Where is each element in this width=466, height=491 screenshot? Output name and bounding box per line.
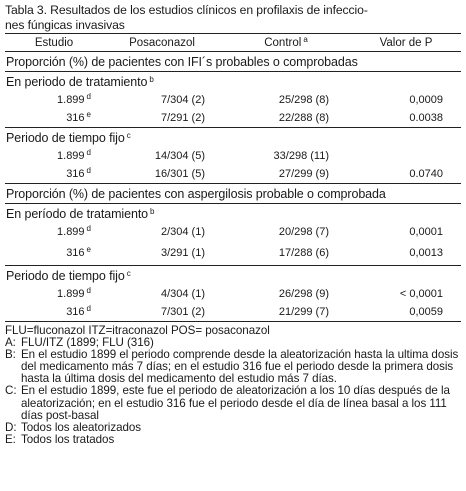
p-value-cell xyxy=(351,223,461,241)
group-label: En periodo de tratamiento xyxy=(6,74,148,89)
footnote-mark: c xyxy=(126,130,131,140)
posaconazol-cell xyxy=(103,109,221,128)
study-cell xyxy=(5,165,103,184)
footnote-mark: e xyxy=(86,245,91,254)
posaconazol-cell-text: 2/304 (1) xyxy=(160,226,205,238)
control-cell xyxy=(221,91,351,109)
posaconazol-cell-text: 7/301 (2) xyxy=(160,306,205,318)
group-heading xyxy=(5,72,461,92)
footnote-text: En el estudio 1899 el periodo comprende desde la aleatorización hasta la ultima dosis del medicamento más 7 días; en el estudio 316 fue el periodo desde la primera dosis hasta la última dosis del medicamento del estudio más 7 días. xyxy=(21,348,459,386)
group-heading-row xyxy=(5,204,461,224)
posaconazol-cell xyxy=(103,165,221,184)
footnotes xyxy=(5,325,461,446)
control-cell-text: 25/298 (8) xyxy=(278,94,329,106)
p-value-cell xyxy=(351,109,461,128)
section-heading: Proporción (%) de pacientes con aspergilosis probable o comprobada xyxy=(5,184,461,204)
control-cell xyxy=(221,285,351,303)
section-heading: Proporción (%) de pacientes con IFI´s probables o comprobadas xyxy=(5,52,461,72)
group-heading-row xyxy=(5,266,461,286)
posaconazol-cell xyxy=(103,285,221,303)
footnote-item xyxy=(5,349,461,385)
footnote-mark: b xyxy=(149,74,154,84)
footnote-mark: b xyxy=(150,206,155,216)
footnote-list xyxy=(5,337,461,446)
footnote-mark: e xyxy=(86,110,91,119)
posaconazol-cell xyxy=(103,241,221,266)
posaconazol-cell-text: 7/291 (2) xyxy=(160,112,205,124)
col-header-posaconazol: Posaconazol xyxy=(103,34,221,52)
p-value-cell-text: 0.0740 xyxy=(409,168,443,180)
footnote-key: B: xyxy=(5,348,16,362)
study-cell-text: 1.899 xyxy=(57,288,85,300)
p-value-cell-text: 0.0038 xyxy=(409,112,443,124)
study-cell-text: 1.899 xyxy=(57,94,85,106)
study-cell xyxy=(5,303,103,321)
control-cell-text: 21/299 (7) xyxy=(278,306,329,318)
p-value-cell xyxy=(351,241,461,266)
footnote-text: Todos los tratados xyxy=(21,432,115,446)
posaconazol-cell-text: 14/304 (5) xyxy=(154,150,205,162)
p-value-cell xyxy=(351,303,461,321)
control-cell xyxy=(221,147,351,165)
footnote-item xyxy=(5,385,461,421)
p-value-cell-text: 0,0009 xyxy=(409,94,443,106)
study-cell-text: 316 xyxy=(66,247,85,259)
control-cell-text: 17/288 (6) xyxy=(278,247,329,259)
study-cell-text: 316 xyxy=(66,306,85,318)
group-label: En período de tratamiento xyxy=(6,206,149,221)
study-cell-text: 316 xyxy=(66,168,85,180)
study-cell-text: 316 xyxy=(66,112,85,124)
study-cell-text: 1.899 xyxy=(57,150,85,162)
control-cell-text: 27/299 (9) xyxy=(278,168,329,180)
table-row xyxy=(5,303,461,321)
control-cell xyxy=(221,109,351,128)
footnote-mark: d xyxy=(86,286,91,295)
section-heading-row xyxy=(5,52,461,72)
table-row xyxy=(5,147,461,165)
posaconazol-cell xyxy=(103,223,221,241)
table-row xyxy=(5,241,461,266)
control-cell xyxy=(221,223,351,241)
section-heading-row xyxy=(5,184,461,204)
col-header-control xyxy=(221,34,351,52)
control-cell-text: 26/298 (9) xyxy=(278,288,329,300)
control-cell xyxy=(221,241,351,266)
group-heading-row xyxy=(5,72,461,92)
p-value-cell-text: < 0,0001 xyxy=(399,288,443,300)
study-cell xyxy=(5,241,103,266)
footnote-mark: d xyxy=(86,166,91,175)
control-cell-text: 22/288 (8) xyxy=(278,112,329,124)
footnote-text: FLU/ITZ (1899; FLU (316) xyxy=(21,336,154,350)
footnote-mark: d xyxy=(86,148,91,157)
table-title-line-2: nes fúngicas invasivas xyxy=(5,18,125,32)
p-value-cell xyxy=(351,285,461,303)
study-cell xyxy=(5,285,103,303)
results-table xyxy=(5,33,461,321)
posaconazol-cell xyxy=(103,147,221,165)
posaconazol-cell xyxy=(103,303,221,321)
study-cell-text: 1.899 xyxy=(57,226,85,238)
posaconazol-cell-text: 3/291 (1) xyxy=(160,247,205,259)
table-title xyxy=(5,3,461,33)
header-row xyxy=(5,34,461,52)
posaconazol-cell-text: 7/304 (2) xyxy=(160,94,205,106)
group-heading-row xyxy=(5,128,461,148)
control-label: Control xyxy=(264,36,302,49)
posaconazol-cell-text: 16/301 (5) xyxy=(154,168,205,180)
table-row xyxy=(5,285,461,303)
footnote-mark: d xyxy=(86,304,91,313)
control-footnote-mark: a xyxy=(303,34,308,44)
table-document xyxy=(5,3,461,446)
p-value-cell-text: 0,0001 xyxy=(409,226,443,238)
posaconazol-cell-text: 4/304 (1) xyxy=(160,288,205,300)
study-cell xyxy=(5,109,103,128)
table-row xyxy=(5,91,461,109)
footnote-key: E: xyxy=(5,432,16,446)
table-title-line-1: Tabla 3. Resultados de los estudios clínicos en profilaxis de infeccio- xyxy=(5,3,368,17)
footnote-key: D: xyxy=(5,420,17,434)
footnote-mark: d xyxy=(86,92,91,101)
footnote-text: En el estudio 1899, este fue el periodo de aleatorización a los 10 días después de la aleatorización; en el estudio 316 fue el periodo desde el día de línea basal a los 111 días post-basal xyxy=(21,384,450,422)
control-cell xyxy=(221,303,351,321)
abbreviations-note: FLU=fluconazol ITZ=itraconazol POS= posaconazol xyxy=(5,324,270,337)
p-value-cell xyxy=(351,147,461,165)
group-label: Periodo de tiempo fijo xyxy=(6,268,125,283)
col-header-study: Estudio xyxy=(5,34,103,52)
group-heading xyxy=(5,204,461,224)
table-row xyxy=(5,223,461,241)
table-bottom-rule xyxy=(5,321,461,322)
footnote-mark: d xyxy=(86,224,91,233)
footnote-mark: c xyxy=(126,268,131,278)
p-value-cell-text: 0,0059 xyxy=(409,306,443,318)
study-cell xyxy=(5,147,103,165)
footnote-item xyxy=(5,434,461,446)
p-value-cell xyxy=(351,91,461,109)
study-cell xyxy=(5,223,103,241)
study-cell xyxy=(5,91,103,109)
table-row xyxy=(5,165,461,184)
footnote-key: C: xyxy=(5,384,17,398)
control-cell xyxy=(221,165,351,184)
footnote-text: Todos los aleatorizados xyxy=(21,420,142,434)
table-body xyxy=(5,52,461,322)
posaconazol-cell xyxy=(103,91,221,109)
group-heading xyxy=(5,266,461,286)
group-heading xyxy=(5,128,461,148)
p-value-cell xyxy=(351,165,461,184)
footnote-key: A: xyxy=(5,336,16,350)
table-row xyxy=(5,109,461,128)
control-cell-text: 20/298 (7) xyxy=(278,226,329,238)
group-label: Periodo de tiempo fijo xyxy=(6,130,125,145)
control-cell-text: 33/298 (11) xyxy=(273,150,329,162)
col-header-p-value: Valor de P xyxy=(351,34,461,52)
p-value-cell-text: 0,0013 xyxy=(409,247,443,259)
